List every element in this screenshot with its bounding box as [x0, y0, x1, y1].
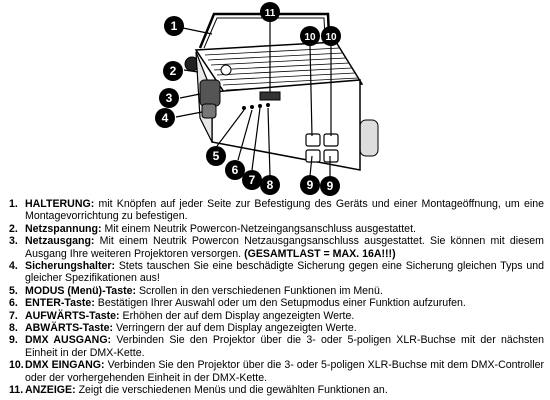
- item-text: mit Knöpfen auf jeder Seite zur Befestigung des Geräts und einer Montageöffnung, um eine Montagevorrichtung zu befestigen.: [25, 198, 544, 223]
- item-text: Verbinden Sie den Projektor über die 3- oder 5-poligen XLR-Buchse mit der nächsten Einheit in der DMX-Kette.: [25, 334, 544, 359]
- item-number: 6.: [9, 297, 18, 310]
- callout-7: [242, 170, 262, 190]
- svg-text:1: 1: [170, 19, 178, 33]
- item-text: Mit einem Neutrik Powercon-Netzeingangsanschluss ausgestattet.: [101, 222, 416, 235]
- item-number: 7.: [9, 309, 18, 322]
- item-text: Erhöhen der auf dem Display angezeigten Werte.: [119, 309, 355, 322]
- callout-8: [260, 175, 280, 195]
- item-number: 3.: [9, 235, 18, 248]
- svg-text:11: 11: [264, 8, 276, 19]
- list-item: [9, 297, 544, 309]
- xlr-out-3pin: [306, 150, 320, 162]
- item-text: Scrollen in den verschiedenen Funktionen im Menü.: [136, 284, 383, 297]
- display: [260, 92, 280, 100]
- item-number: 2.: [9, 222, 18, 235]
- item-number: 11.: [9, 384, 24, 397]
- list-item: [9, 334, 544, 359]
- callout-5: [206, 146, 226, 166]
- svg-text:4: 4: [161, 111, 169, 125]
- callout-10-b: [321, 26, 341, 46]
- item-number: 4.: [9, 260, 18, 273]
- item-term: HALTERUNG:: [25, 198, 95, 210]
- list-item: [9, 223, 544, 235]
- svg-text:2: 2: [169, 64, 177, 78]
- svg-text:8: 8: [266, 178, 274, 192]
- item-number: 5.: [9, 284, 18, 297]
- callout-2: [163, 61, 183, 81]
- item-term: Netzausgang:: [25, 235, 95, 248]
- list-item: [9, 384, 544, 396]
- list-item: [9, 322, 544, 334]
- svg-text:10: 10: [325, 32, 337, 43]
- callout-9-a: [300, 175, 320, 195]
- callout-3: [159, 88, 179, 108]
- item-text: Verbinden Sie den Projektor über die 3- oder 5-poligen XLR-Buchse mit dem DMX-Controller oder der vorhergehenden Einheit in der DMX-Kette.: [25, 359, 545, 384]
- callout-1: [164, 16, 184, 36]
- item-term: ENTER-Taste:: [25, 297, 95, 310]
- item-warning: (GESAMTLAST = MAX. 16A!!!): [244, 247, 396, 260]
- svg-text:6: 6: [231, 163, 239, 177]
- list-item: [9, 310, 544, 322]
- callout-6: [225, 160, 245, 180]
- item-text: Stets tauschen Sie eine beschädigte Sicherung gegen eine Sicherung gleichen Typs und gleicher Spezifikationen aus!: [25, 260, 544, 285]
- xlr-out-5pin: [324, 150, 338, 162]
- svg-text:9: 9: [326, 179, 334, 193]
- item-term: ABWÄRTS-Taste:: [25, 322, 114, 335]
- item-number: 8.: [9, 322, 18, 335]
- list-item: [9, 198, 544, 223]
- item-text: Bestätigen Ihrer Auswahl oder um den Setupmodus einer Funktion aufzurufen.: [94, 297, 466, 310]
- item-text: Verringern der auf dem Display angezeigten Werte.: [113, 322, 357, 335]
- item-term: DMX AUSGANG:: [25, 334, 112, 347]
- svg-text:7: 7: [248, 173, 256, 187]
- list-item: [9, 285, 544, 297]
- list-item: [9, 359, 544, 384]
- item-text: Zeigt die verschiedenen Menüs und die gewählten Funktionen an.: [75, 384, 388, 397]
- item-text: Mit einem Neutrik Powercon Netzausgangsanschluss ausgestattet. Sie können mit diesem Ausgang Ihre weiteren Projektoren versorgen.: [25, 235, 544, 260]
- list-item: [9, 260, 544, 285]
- list-item: [9, 235, 544, 260]
- item-number: 1.: [9, 198, 18, 210]
- component-description-list: [9, 198, 544, 397]
- callout-4: [155, 108, 175, 128]
- item-term: Sicherungshalter:: [25, 260, 116, 273]
- device-illustration: [0, 0, 550, 196]
- item-term: MODUS (Menü)-Taste:: [25, 284, 137, 297]
- callout-10-a: [300, 26, 320, 46]
- item-number: 10.: [9, 359, 24, 372]
- item-number: 9.: [9, 334, 18, 347]
- svg-text:5: 5: [212, 149, 220, 163]
- item-term: Netzspannung:: [25, 222, 102, 235]
- svg-text:10: 10: [304, 32, 316, 43]
- xlr-in-3pin: [306, 134, 320, 146]
- item-term: ANZEIGE:: [25, 384, 76, 397]
- item-term: DMX EINGANG:: [25, 359, 105, 372]
- svg-text:3: 3: [165, 91, 173, 105]
- callout-11: [260, 2, 280, 22]
- callout-9-b: [320, 176, 340, 196]
- item-term: AUFWÄRTS-Taste:: [25, 309, 120, 322]
- svg-text:9: 9: [306, 178, 314, 192]
